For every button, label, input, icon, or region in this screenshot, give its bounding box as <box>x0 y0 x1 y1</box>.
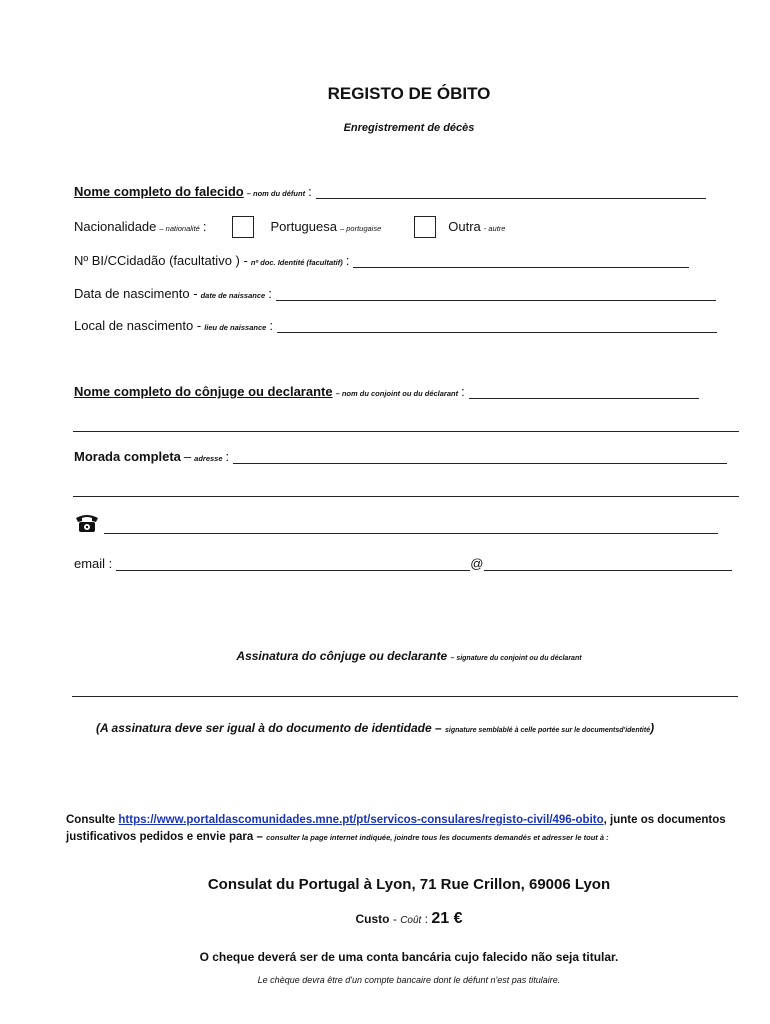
address-field[interactable] <box>233 451 727 464</box>
signature-label-row <box>0 649 770 663</box>
portal-link[interactable]: https://www.portaldascomunidades.mne.pt/pt/servicos-consulares/registo-civil/496-obito <box>118 814 604 826</box>
deceased-name-fr: – nom du défunt <box>246 189 306 198</box>
email-domain-field[interactable] <box>484 558 732 571</box>
portuguese-label: Portuguesa <box>270 219 337 234</box>
email-user-field[interactable] <box>116 558 470 571</box>
birth-place-row <box>74 318 717 333</box>
signature-label-fr: – signature du conjoint ou du déclarant <box>450 655 582 662</box>
spouse-row <box>74 384 699 399</box>
consult-prefix: Consulte <box>66 814 116 826</box>
consult-paragraph <box>66 812 742 846</box>
email-label: email : <box>74 556 113 571</box>
signature-field[interactable] <box>72 696 738 697</box>
other-fr: - autre <box>483 224 506 233</box>
spouse-fr: – nom du conjoint ou du déclarant <box>335 389 459 398</box>
cheque-note: O cheque deverá ser de uma conta bancária cujo falecido não seja titular. <box>199 950 619 964</box>
colon: : <box>345 253 350 268</box>
id-row <box>74 253 689 268</box>
birth-date-row <box>74 286 716 301</box>
deceased-name-field[interactable] <box>316 186 706 199</box>
email-row <box>74 556 732 571</box>
birth-place-fr: lieu de naissance <box>204 323 267 332</box>
signature-label: Assinatura do cônjuge ou declarante <box>236 649 448 663</box>
cost-row: Custo - Coût : 21 € <box>355 910 463 927</box>
cost-label: Custo <box>355 912 390 926</box>
cheque-note-fr: Le chèque devra être d'un compte bancaire dont le défunt n'est pas titulaire. <box>257 975 561 985</box>
colon: : <box>269 318 273 333</box>
other-checkbox[interactable] <box>414 216 436 238</box>
cost-value: 21 € <box>431 910 463 927</box>
birth-place-label: Local de nascimento - <box>74 318 202 333</box>
nationality-fr: – nationalité <box>159 224 200 233</box>
consulate-address: Consulat du Portugal à Lyon, 71 Rue Crillon, 69006 Lyon <box>207 876 611 893</box>
colon: : <box>202 219 207 234</box>
portuguese-fr: – portugaise <box>339 224 382 233</box>
address-dash: – <box>183 449 192 464</box>
birth-place-field[interactable] <box>277 320 717 333</box>
id-label: Nº BI/CCidadão (facultativo ) - <box>74 253 248 268</box>
colon: : <box>268 286 272 301</box>
signature-note-close: ) <box>650 721 655 735</box>
birth-date-field[interactable] <box>276 288 716 301</box>
id-fr: nº doc. Identité (facultatif) <box>250 258 343 267</box>
colon: : <box>308 184 312 199</box>
address-label: Morada completa <box>74 449 181 464</box>
birth-date-fr: date de naissance <box>200 291 266 300</box>
page-title: REGISTO DE ÓBITO <box>327 84 491 103</box>
phone-row <box>74 512 718 534</box>
id-field[interactable] <box>353 255 689 268</box>
spouse-label: Nome completo do cônjuge ou declarante <box>74 384 333 399</box>
deceased-name-row <box>74 184 706 199</box>
deceased-name-label: Nome completo do falecido <box>74 184 244 199</box>
at-sign: @ <box>470 556 484 571</box>
address-row <box>74 449 727 464</box>
nationality-row <box>74 216 508 234</box>
signature-note-text: (A assinatura deve ser igual à do documento de identidade – <box>96 721 442 735</box>
colon: : <box>225 449 230 464</box>
address-field-line2[interactable] <box>73 496 739 497</box>
cost-fr: Coût <box>400 915 422 926</box>
consult-suffix: , junte os documentos justificativos pedidos e envie para – <box>66 814 726 843</box>
portuguese-checkbox[interactable] <box>232 216 254 238</box>
address-fr: adresse <box>194 454 223 463</box>
telephone-icon <box>74 512 100 534</box>
spouse-field-line2[interactable] <box>73 431 739 432</box>
spouse-field[interactable] <box>469 386 699 399</box>
consult-fr: consulter la page internet indiquée, joindre tous les documents demandés et adresser le tout à : <box>266 833 609 842</box>
nationality-label: Nacionalidade <box>74 219 157 234</box>
colon: : <box>461 384 465 399</box>
birth-date-label: Data de nascimento - <box>74 286 198 301</box>
phone-field[interactable] <box>104 521 718 534</box>
signature-note-fr: signature semblablé à celle portée sur le documentsd'identité <box>444 727 651 734</box>
other-label: Outra <box>448 219 481 234</box>
signature-note <box>96 721 654 735</box>
page-subtitle: Enregistrement de décès <box>343 122 475 134</box>
